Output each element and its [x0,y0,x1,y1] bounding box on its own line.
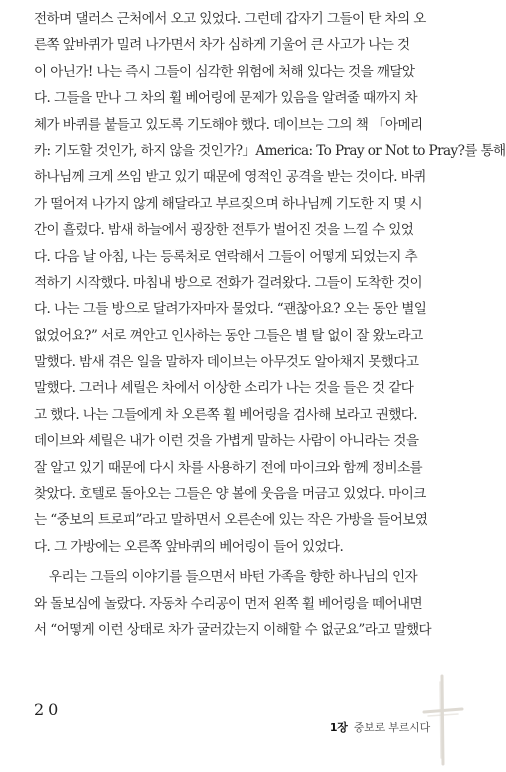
text-line: 체가 바퀴를 붙들고 있도록 기도해야 했다. 데이브는 그의 책 「아메리 [34,116,423,133]
text-line: 데이브와 셰릴은 내가 이런 것을 가볍게 말하는 사람이 아니라는 것을 [34,433,419,450]
text-line: 없었어요?” 서로 껴안고 인사하는 동안 그들은 별 탈 없이 잘 왔노라고 [34,327,423,344]
text-line: 전하며 댈러스 근처에서 오고 있었다. 그런데 갑자기 그들이 탄 차의 오 [34,11,426,27]
text-line: 는 “중보의 트로피”라고 말하면서 오른손에 있는 작은 가방을 들어보였 [34,512,428,529]
text-line: 잘 알고 있기 때문에 다시 차를 사용하기 전에 마이크와 함께 정비소를 [34,459,423,476]
text-line: 말했다. 그러나 셰릴은 차에서 이상한 소리가 나는 것을 들은 것 같다 [34,380,414,397]
chapter-number: 1장 [329,721,348,734]
text-line: 카: 기도할 것인가, 하지 않을 것인가?」America: To Pray or Not to Pray?를 통해 [34,142,506,159]
text-line: 다. 다음 날 아침, 나는 등록처로 연락해서 그들이 어떻게 되었는지 추 [34,248,418,265]
text-line: 다. 나는 그들 방으로 달려가자마자 물었다. “괜찮아요? 오는 동안 별일 [34,301,427,318]
text-line: 다. 그들을 만나 그 차의 휠 베어링에 문제가 있음을 알려줄 때까지 차 [34,90,418,107]
text-line: 고 했다. 나는 그들에게 차 오른쪽 휠 베어링을 검사해 보라고 권했다. [34,406,418,423]
text-line: 와 돌보심에 놀랐다. 자동차 수리공이 먼저 왼쪽 휠 베어링을 떼어내면 [34,595,423,612]
body-text [34,6,506,643]
text-line: 른쪽 앞바퀴가 밀려 나가면서 차가 심하게 기울어 큰 사고가 나는 것 [34,37,410,54]
text-line: 하나님께 크게 쓰임 받고 있기 때문에 영적인 공격을 받는 것이다. 바퀴 [34,169,426,186]
text-line: 우리는 그들의 이야기를 들으면서 바턴 가족을 향한 하나님의 인자 [34,569,418,586]
text-line: 적하기 시작했다. 마침내 방으로 전화가 걸려왔다. 그들이 도착한 것이 [34,274,423,291]
text-line: 이 아닌가! 나는 즉시 그들이 심각한 위험에 처해 있다는 것을 깨달았 [34,63,415,80]
page-number: 20 [34,700,63,719]
text-line: 간이 흘렀다. 밤새 하늘에서 굉장한 전투가 벌어진 것을 느낄 수 있었 [34,222,414,239]
cross-ornament-icon [418,672,466,768]
text-line: 서 “어떻게 이런 상태로 차가 굴러갔는지 이해할 수 없군요”라고 말했다 [34,621,432,638]
text-line: 다. 그 가방에는 오른쪽 앞바퀴의 베어링이 들어 있었다. [34,538,344,555]
text-line: 찾았다. 호텔로 돌아오는 그들은 양 볼에 웃음을 머금고 있었다. 마이크 [34,486,426,503]
text-line: 가 떨어져 나가지 않게 해달라고 부르짖으며 하나님께 기도한 지 몇 시 [34,195,423,212]
chapter-title: 중보로 부르시다 [353,721,430,734]
running-footer [330,719,430,735]
text-line: 말했다. 밤새 겪은 일을 말하자 데이브는 아무것도 알아채지 못했다고 [34,354,419,371]
